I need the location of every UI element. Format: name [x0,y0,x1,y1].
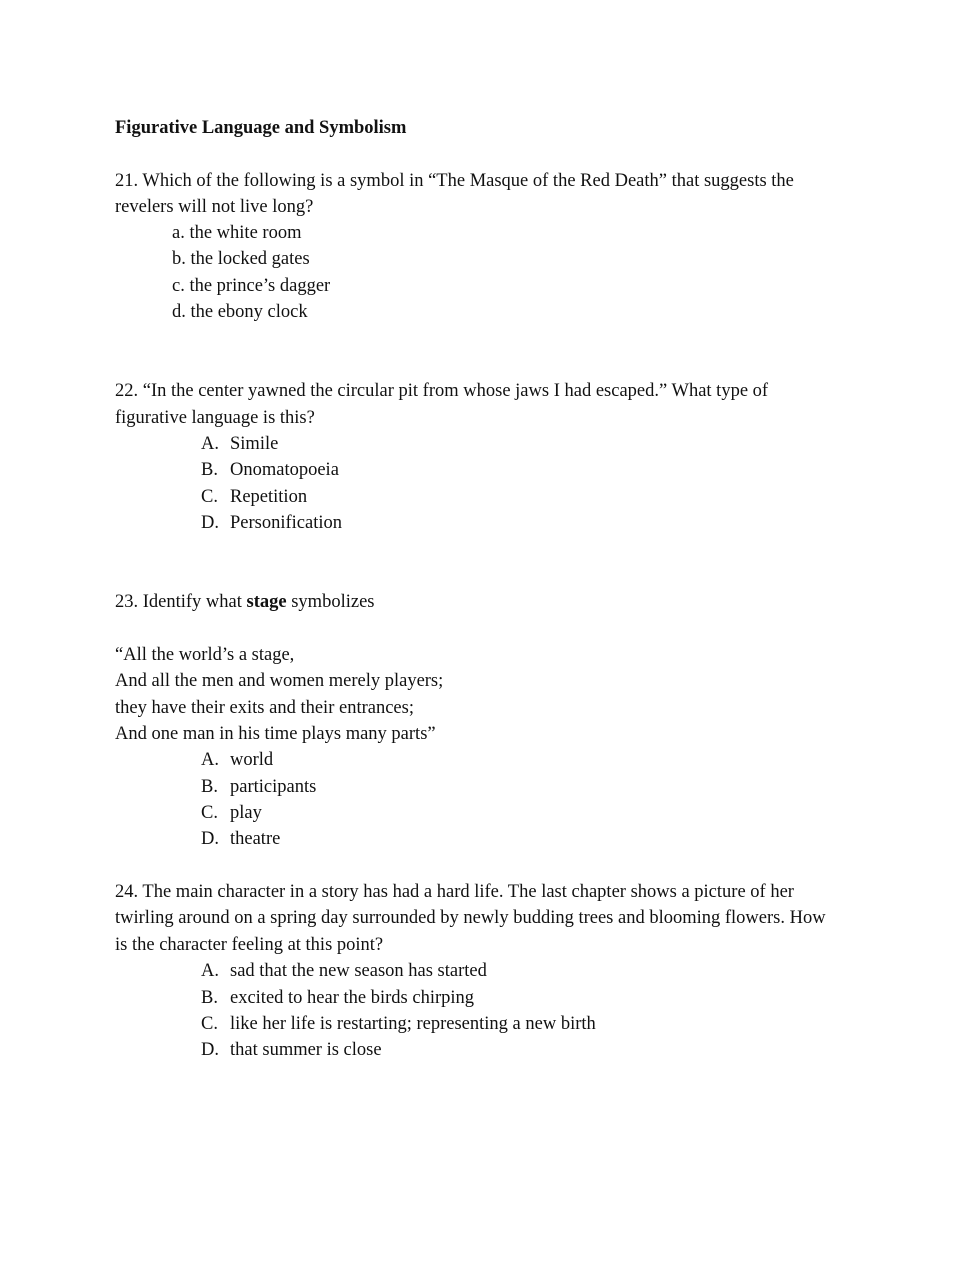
quote-line-1: “All the world’s a stage, [115,645,295,665]
quote-line-2: And all the men and women merely players; [115,671,444,691]
option-text: world [230,750,274,770]
option-letter: A. [201,961,219,981]
option-text: like her life is restarting; representing a new birth [230,1014,596,1034]
question-22-text-line-2: figurative language is this? [115,408,315,428]
option-letter: C. [201,1014,218,1034]
option-text: Repetition [230,487,308,507]
option-text: Onomatopoeia [230,460,339,480]
question-24-text-line-1: 24. The main character in a story has had a hard life. The last chapter shows a picture of her [115,882,794,902]
option-text: participants [230,777,317,797]
question-22-option-a [201,431,278,457]
option-text: theatre [230,829,281,849]
question-21-option-d: d. the ebony clock [172,302,308,322]
option-letter: D. [201,1040,219,1060]
option-text: that summer is close [230,1040,382,1060]
option-text: Personification [230,513,343,533]
option-letter: D. [201,513,219,533]
question-23-text [115,589,374,615]
option-letter: D. [201,829,219,849]
option-letter: C. [201,487,218,507]
question-23-option-b [201,774,316,800]
option-text: Simile [230,434,279,454]
option-letter: B. [201,988,218,1008]
question-21-option-b: b. the locked gates [172,249,310,269]
question-21-text-line-1: 21. Which of the following is a symbol in “The Masque of the Red Death” that suggests the [115,171,794,191]
question-24-option-b [201,985,474,1011]
question-23-option-d [201,826,280,852]
question-24-text-line-3: is the character feeling at this point? [115,935,384,955]
question-23-prefix: 23. Identify what [115,592,247,612]
question-22-option-d [201,510,342,536]
option-letter: A. [201,750,219,770]
quote-line-4: And one man in his time plays many parts” [115,724,436,744]
option-letter: B. [201,777,218,797]
question-24-option-d [201,1037,382,1063]
question-22-option-c [201,484,307,510]
option-letter: A. [201,434,219,454]
question-21-option-c: c. the prince’s dagger [172,276,331,296]
question-24-option-c [201,1011,596,1037]
question-21-text-line-2: revelers will not live long? [115,197,314,217]
question-24-text-line-2: twirling around on a spring day surrounded by newly budding trees and blooming flowers. How [115,908,826,928]
question-24-option-a [201,958,487,984]
page-title: Figurative Language and Symbolism [115,118,407,138]
question-23-option-c [201,800,262,826]
question-21-option-a: a. the white room [172,223,302,243]
option-letter: C. [201,803,218,823]
question-23-suffix: symbolizes [286,592,375,612]
quote-line-3: they have their exits and their entrances; [115,698,414,718]
question-23-option-a [201,747,273,773]
option-text: play [230,803,262,823]
question-23-keyword: stage [246,592,287,612]
option-text: sad that the new season has started [230,961,487,981]
question-22-option-b [201,457,339,483]
question-22-text-line-1: 22. “In the center yawned the circular pit from whose jaws I had escaped.” What type of [115,381,769,401]
option-letter: B. [201,460,218,480]
option-text: excited to hear the birds chirping [230,988,475,1008]
